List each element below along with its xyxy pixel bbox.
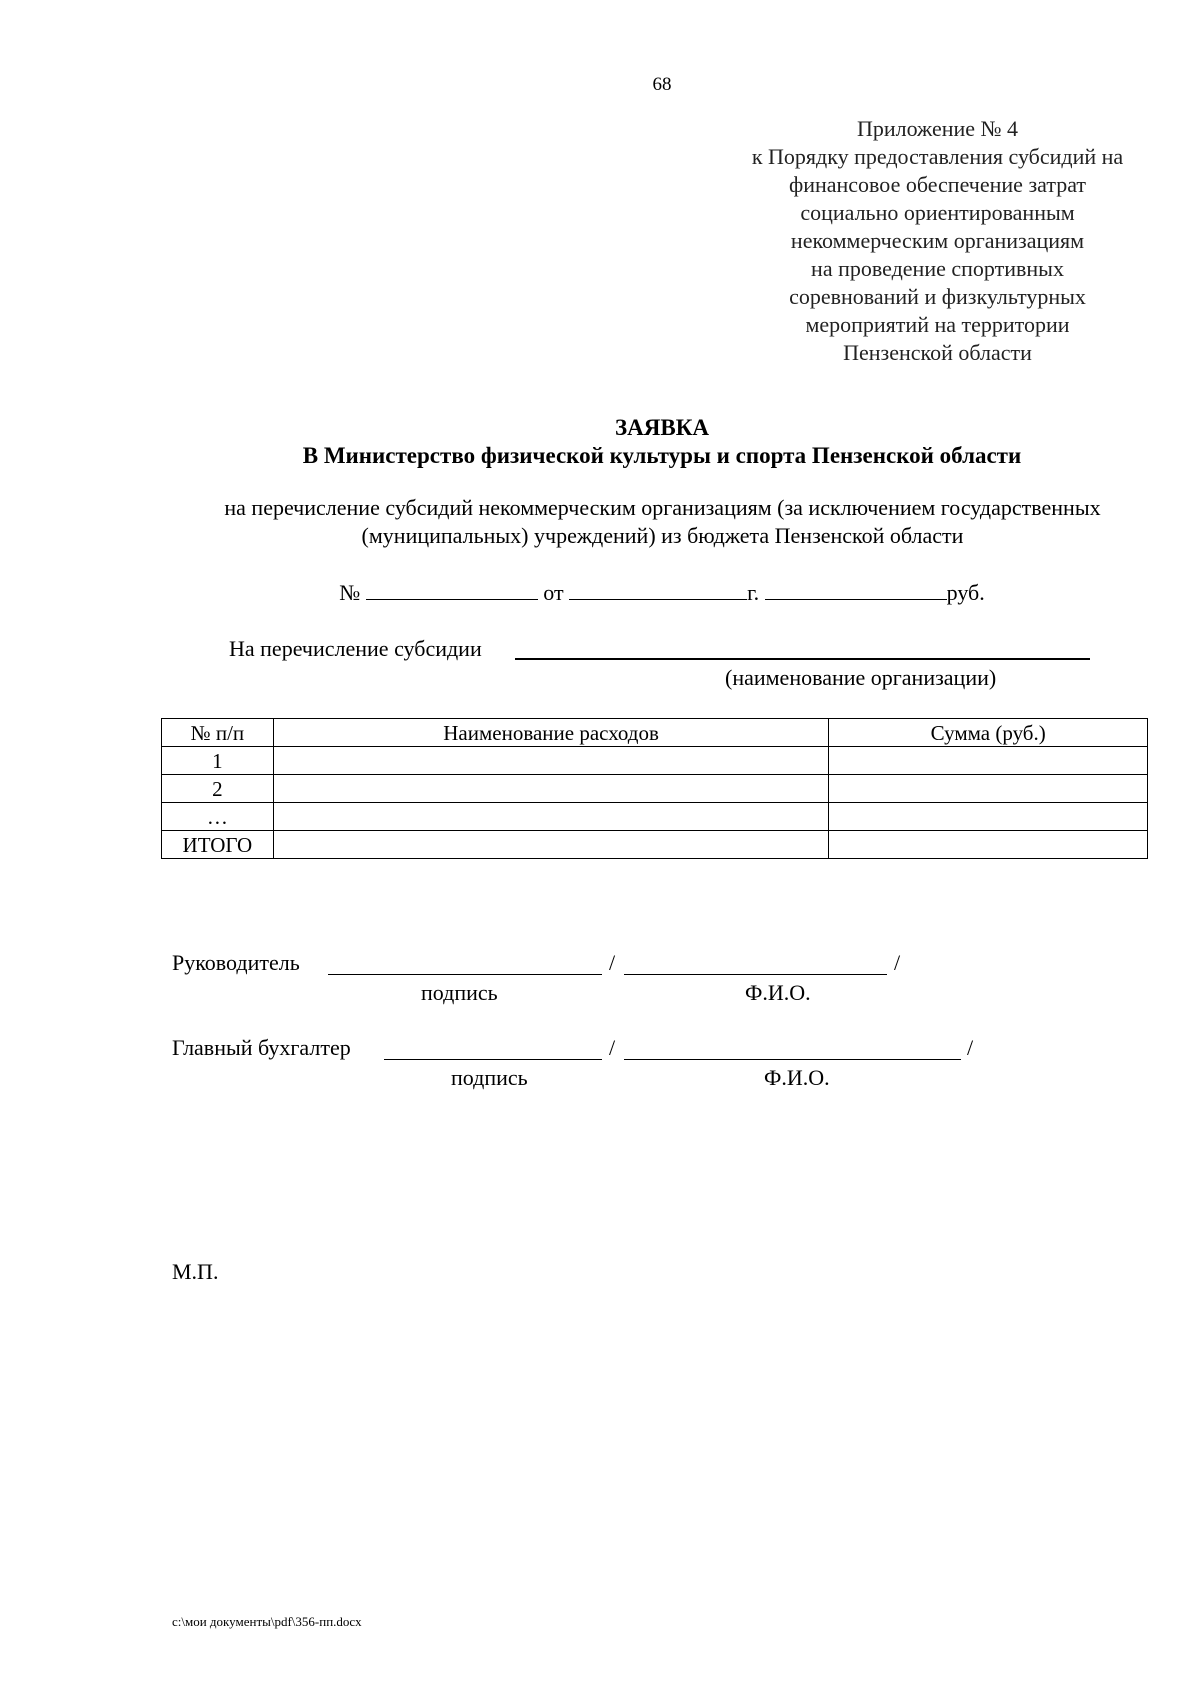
- row-number: 2: [162, 775, 274, 803]
- head-name-field[interactable]: [624, 974, 887, 975]
- subsidy-label: На перечисление субсидии: [229, 636, 482, 661]
- document-title: ЗАЯВКА: [615, 415, 709, 440]
- expense-name-cell[interactable]: [273, 831, 829, 859]
- total-label: ИТОГО: [162, 831, 274, 859]
- organization-caption: (наименование организации): [725, 665, 997, 690]
- expense-name-cell[interactable]: [273, 775, 829, 803]
- page-number: 68: [652, 74, 672, 95]
- appendix-header: [715, 115, 1160, 367]
- number-field[interactable]: [366, 581, 538, 600]
- from-label: от: [543, 580, 564, 605]
- row-number: …: [162, 803, 274, 831]
- accountant-signature-caption: подпись: [451, 1065, 528, 1090]
- accountant-name-caption: Ф.И.О.: [764, 1065, 830, 1090]
- stamp-place: М.П.: [172, 1259, 219, 1284]
- appendix-line: Пензенской области: [843, 340, 1032, 365]
- row-number: 1: [162, 747, 274, 775]
- purpose-line: на перечисление субсидий некоммерческим организациям (за исключением государственных: [224, 495, 1101, 520]
- total-amount-cell[interactable]: [829, 831, 1148, 859]
- head-signature-caption: подпись: [421, 980, 498, 1005]
- appendix-line: к Порядку предоставления субсидий на: [751, 144, 1124, 169]
- purpose-line: (муниципальных) учреждений) из бюджета Пензенской области: [361, 523, 964, 548]
- date-field[interactable]: [569, 581, 747, 600]
- amount-cell[interactable]: [829, 747, 1148, 775]
- amount-cell[interactable]: [829, 803, 1148, 831]
- accountant-label: Главный бухгалтер: [172, 1035, 351, 1060]
- table-row: [162, 747, 1148, 775]
- header-amount: Сумма (руб.): [829, 719, 1148, 747]
- appendix-line: на проведение спортивных: [811, 256, 1064, 281]
- head-signature-field[interactable]: [328, 974, 602, 975]
- appendix-line: некоммерческим организациям: [790, 228, 1085, 253]
- head-name-caption: Ф.И.О.: [745, 980, 811, 1005]
- year-label: г.: [747, 580, 760, 605]
- number-sign: №: [339, 580, 361, 605]
- appendix-line: соревнований и физкультурных: [789, 284, 1086, 309]
- organization-name-field[interactable]: [515, 658, 1090, 660]
- appendix-line: Приложение № 4: [856, 116, 1019, 141]
- purpose-text: [165, 494, 1160, 550]
- number-date-amount-line: [0, 580, 1200, 606]
- table-header-row: [162, 719, 1148, 747]
- file-path-footer: c:\мои документы\pdf\356-пп.docx: [172, 1614, 362, 1629]
- appendix-line: финансовое обеспечение затрат: [788, 172, 1087, 197]
- appendix-line: мероприятий на территории: [805, 312, 1070, 337]
- header-expense-name: Наименование расходов: [273, 719, 829, 747]
- accountant-slash: /: [609, 1035, 616, 1060]
- amount-field[interactable]: [765, 581, 947, 600]
- accountant-name-field[interactable]: [624, 1059, 961, 1060]
- table-row: [162, 775, 1148, 803]
- expense-name-cell[interactable]: [273, 747, 829, 775]
- currency-label: руб.: [946, 580, 985, 605]
- head-slash: /: [609, 950, 616, 975]
- amount-cell[interactable]: [829, 775, 1148, 803]
- expenses-table: [161, 718, 1148, 859]
- appendix-line: социально ориентированным: [800, 200, 1075, 225]
- expense-name-cell[interactable]: [273, 803, 829, 831]
- document-subtitle: В Министерство физической культуры и спорта Пензенской области: [302, 443, 1022, 468]
- head-label: Руководитель: [172, 950, 300, 975]
- accountant-signature-field[interactable]: [384, 1059, 602, 1060]
- accountant-slash-end: /: [967, 1035, 974, 1060]
- head-slash-end: /: [894, 950, 901, 975]
- table-row: [162, 803, 1148, 831]
- table-total-row: [162, 831, 1148, 859]
- header-number: № п/п: [162, 719, 274, 747]
